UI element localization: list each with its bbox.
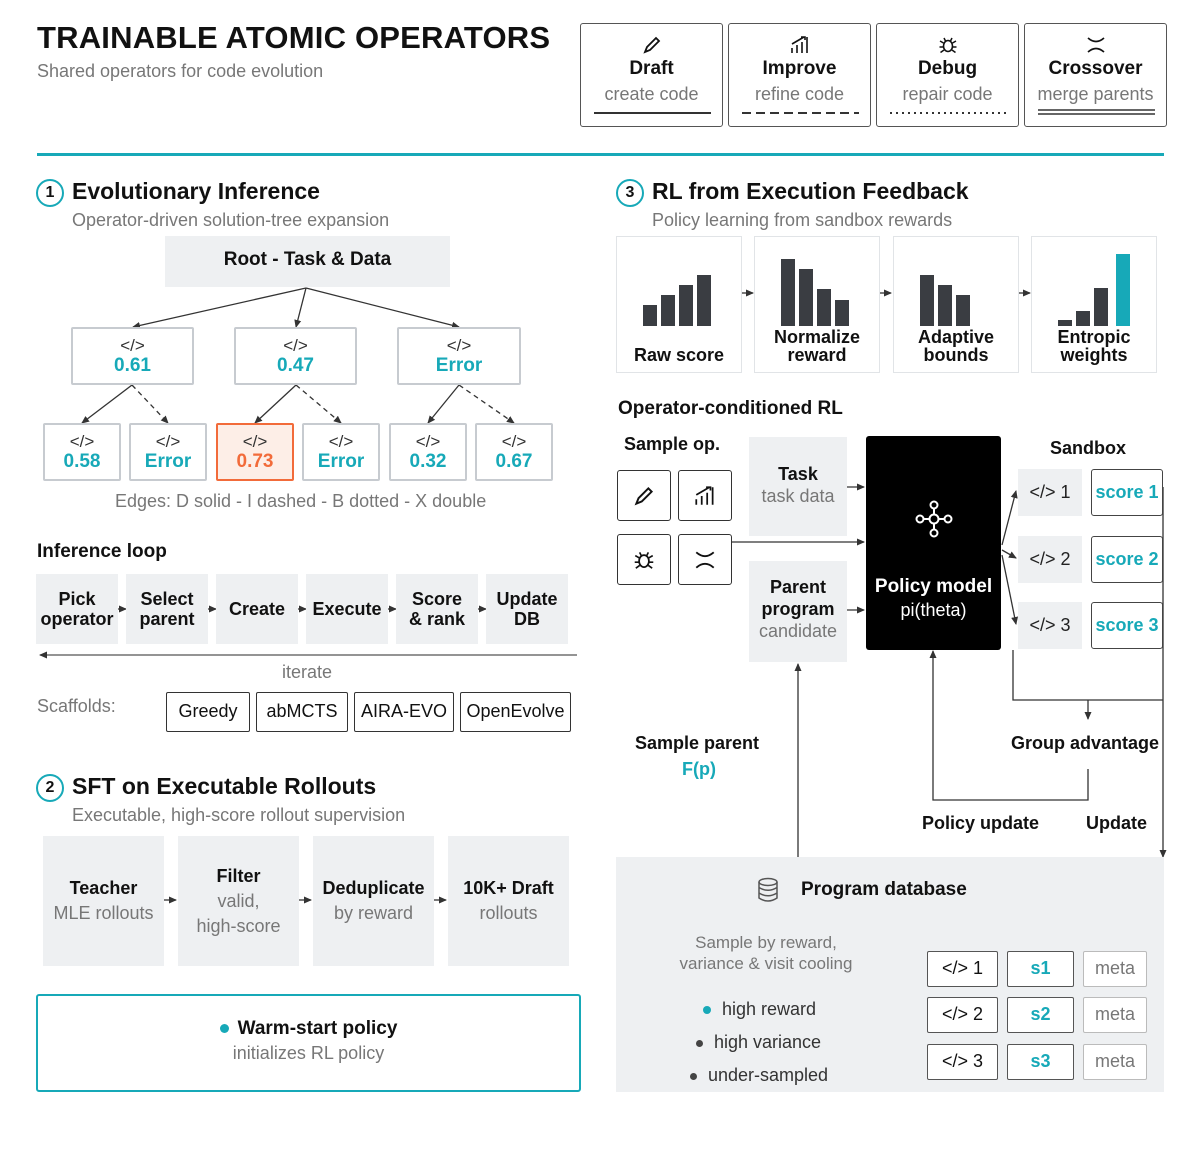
tree-root: Root - Task & Data xyxy=(165,236,450,287)
db-meta-cell: meta xyxy=(1083,1044,1147,1080)
network-icon xyxy=(914,499,954,539)
section-title: SFT on Executable Rollouts xyxy=(72,773,377,799)
policy-update-label: Policy update xyxy=(922,813,1040,833)
sandbox-code: </> 3 xyxy=(1018,602,1082,649)
reward-step-normalize: Normalize reward xyxy=(754,236,880,373)
bar-glyph xyxy=(1032,237,1158,337)
tree-leaf xyxy=(389,423,467,481)
db-score-cell: s1 xyxy=(1007,951,1074,987)
reward-step-raw: Raw score xyxy=(616,236,742,373)
sandbox-title: Sandbox xyxy=(1050,438,1127,458)
bullet-dot xyxy=(696,1040,703,1047)
page-subtitle: Shared operators for code evolution xyxy=(37,61,324,81)
scaffold-chip: abMCTS xyxy=(256,692,348,732)
code-icon: </> xyxy=(283,336,308,355)
tree-leaf-best xyxy=(216,423,294,481)
bullet-dot xyxy=(703,1006,711,1014)
sandbox-score: score 1 xyxy=(1091,469,1163,516)
bar-glyph xyxy=(894,237,1020,337)
tree-node xyxy=(397,327,521,385)
section-number: 2 xyxy=(36,774,64,802)
edges-legend: Edges: D solid - I dashed - B dotted - X double xyxy=(115,491,487,511)
ocrl-title: Operator-conditioned RL xyxy=(618,398,843,419)
warm-start-desc: initializes RL policy xyxy=(232,1043,385,1063)
node-score: Error xyxy=(317,451,365,472)
sft-step: Deduplicate by reward xyxy=(313,836,434,966)
scaffold-chip: Greedy xyxy=(166,692,250,732)
scaffolds-label: Scaffolds: xyxy=(37,696,116,716)
iterate-label: iterate xyxy=(282,662,333,682)
database-desc: Sample by reward, variance & visit cooling xyxy=(679,933,853,973)
operator-name: Improve xyxy=(762,58,837,79)
node-score: 0.67 xyxy=(495,451,533,472)
bullet-dot xyxy=(690,1073,697,1080)
sft-step: Teacher MLE rollouts xyxy=(43,836,164,966)
pencil-icon xyxy=(632,484,656,508)
tree-leaf xyxy=(475,423,553,481)
policy-model xyxy=(866,436,1001,650)
loop-step: Create xyxy=(216,574,298,644)
db-score-cell: s3 xyxy=(1007,1044,1074,1080)
operator-desc: repair code xyxy=(902,84,993,104)
sft-step: Filter valid, high-score xyxy=(178,836,299,966)
node-score: 0.47 xyxy=(277,355,314,376)
tree-leaf xyxy=(43,423,121,481)
sandbox-code: </> 1 xyxy=(1018,469,1082,516)
parent-program-box: Parent program candidate xyxy=(749,561,847,662)
node-score: Error xyxy=(435,355,483,376)
code-icon: </> xyxy=(328,432,354,451)
section-number: 3 xyxy=(616,179,644,207)
operator-desc: refine code xyxy=(754,84,845,104)
bullet-dot xyxy=(220,1024,229,1033)
sample-parent-label: Sample parent xyxy=(635,733,760,753)
loop-step: Select parent xyxy=(126,574,208,644)
db-bullet: under-sampled xyxy=(690,1065,828,1086)
db-code-cell: </> 3 xyxy=(927,1044,998,1080)
db-score-cell: s2 xyxy=(1007,997,1074,1033)
policy-desc: pi(theta) xyxy=(900,600,967,620)
operator-name: Crossover xyxy=(1048,58,1143,79)
section-title: RL from Execution Feedback xyxy=(652,178,969,204)
operator-name: Draft xyxy=(629,58,674,79)
sample-parent-fn: F(p) xyxy=(682,759,716,779)
db-code-cell: </> 2 xyxy=(927,997,998,1033)
warm-start-box xyxy=(36,994,581,1092)
bug-icon xyxy=(632,548,656,572)
section-subtitle: Policy learning from sandbox rewards xyxy=(652,210,953,230)
task-box: Task task data xyxy=(749,437,847,536)
code-icon: </> xyxy=(415,432,441,451)
tree-node xyxy=(234,327,357,385)
code-icon: </> xyxy=(242,432,268,451)
db-bullet: high variance xyxy=(696,1032,821,1053)
loop-step: Score & rank xyxy=(396,574,478,644)
sandbox-score: score 2 xyxy=(1091,536,1163,583)
code-icon: </> xyxy=(501,432,527,451)
update-label: Update xyxy=(1086,813,1148,833)
reward-step-entropic: Entropic weights xyxy=(1031,236,1157,373)
database-icon xyxy=(756,877,780,903)
operator-desc: create code xyxy=(604,84,699,104)
op-improve xyxy=(678,470,732,521)
database-title: Program database xyxy=(801,879,967,900)
group-advantage-label: Group advantage xyxy=(1011,733,1160,753)
db-meta-cell: meta xyxy=(1083,997,1147,1033)
operator-name: Debug xyxy=(917,58,978,79)
policy-title: Policy model xyxy=(874,576,993,597)
loop-step: Execute xyxy=(306,574,388,644)
bar-glyph xyxy=(755,237,881,337)
op-draft xyxy=(617,470,671,521)
code-icon: </> xyxy=(69,432,95,451)
section-title: Evolutionary Inference xyxy=(72,178,320,204)
trend-icon xyxy=(693,484,717,508)
inference-loop-title: Inference loop xyxy=(37,541,167,562)
operator-desc: merge parents xyxy=(1037,84,1154,104)
scaffold-chip: AIRA-EVO xyxy=(354,692,454,732)
sandbox-code: </> 2 xyxy=(1018,536,1082,583)
sandbox-score: score 3 xyxy=(1091,602,1163,649)
node-score: 0.61 xyxy=(114,355,151,376)
section-subtitle: Operator-driven solution-tree expansion xyxy=(72,210,390,230)
tree-leaf xyxy=(302,423,380,481)
crossover-icon xyxy=(693,548,717,572)
code-icon: </> xyxy=(120,336,145,355)
loop-step: Update DB xyxy=(486,574,568,644)
db-code-cell: </> 1 xyxy=(927,951,998,987)
tree-leaf xyxy=(129,423,207,481)
loop-step: Pick operator xyxy=(36,574,118,644)
node-score: 0.73 xyxy=(236,451,274,472)
op-debug xyxy=(617,534,671,585)
db-bullet: high reward xyxy=(703,999,816,1020)
db-meta-cell: meta xyxy=(1083,951,1147,987)
warm-start-title: Warm-start policy xyxy=(237,1018,398,1039)
scaffold-chip: OpenEvolve xyxy=(460,692,571,732)
node-score: 0.32 xyxy=(409,451,447,472)
sample-op-label: Sample op. xyxy=(624,434,721,454)
program-database xyxy=(616,857,1164,1092)
node-score: 0.58 xyxy=(63,451,101,472)
code-icon: </> xyxy=(155,432,181,451)
section-number: 1 xyxy=(36,179,64,207)
page-title: TRAINABLE ATOMIC OPERATORS xyxy=(37,20,551,55)
node-score: Error xyxy=(144,451,192,472)
section-subtitle: Executable, high-score rollout supervision xyxy=(72,805,406,825)
code-icon: </> xyxy=(446,336,472,355)
bar-glyph xyxy=(617,237,743,337)
sft-step: 10K+ Draft rollouts xyxy=(448,836,569,966)
reward-step-adaptive: Adaptive bounds xyxy=(893,236,1019,373)
op-crossover xyxy=(678,534,732,585)
tree-node xyxy=(71,327,194,385)
